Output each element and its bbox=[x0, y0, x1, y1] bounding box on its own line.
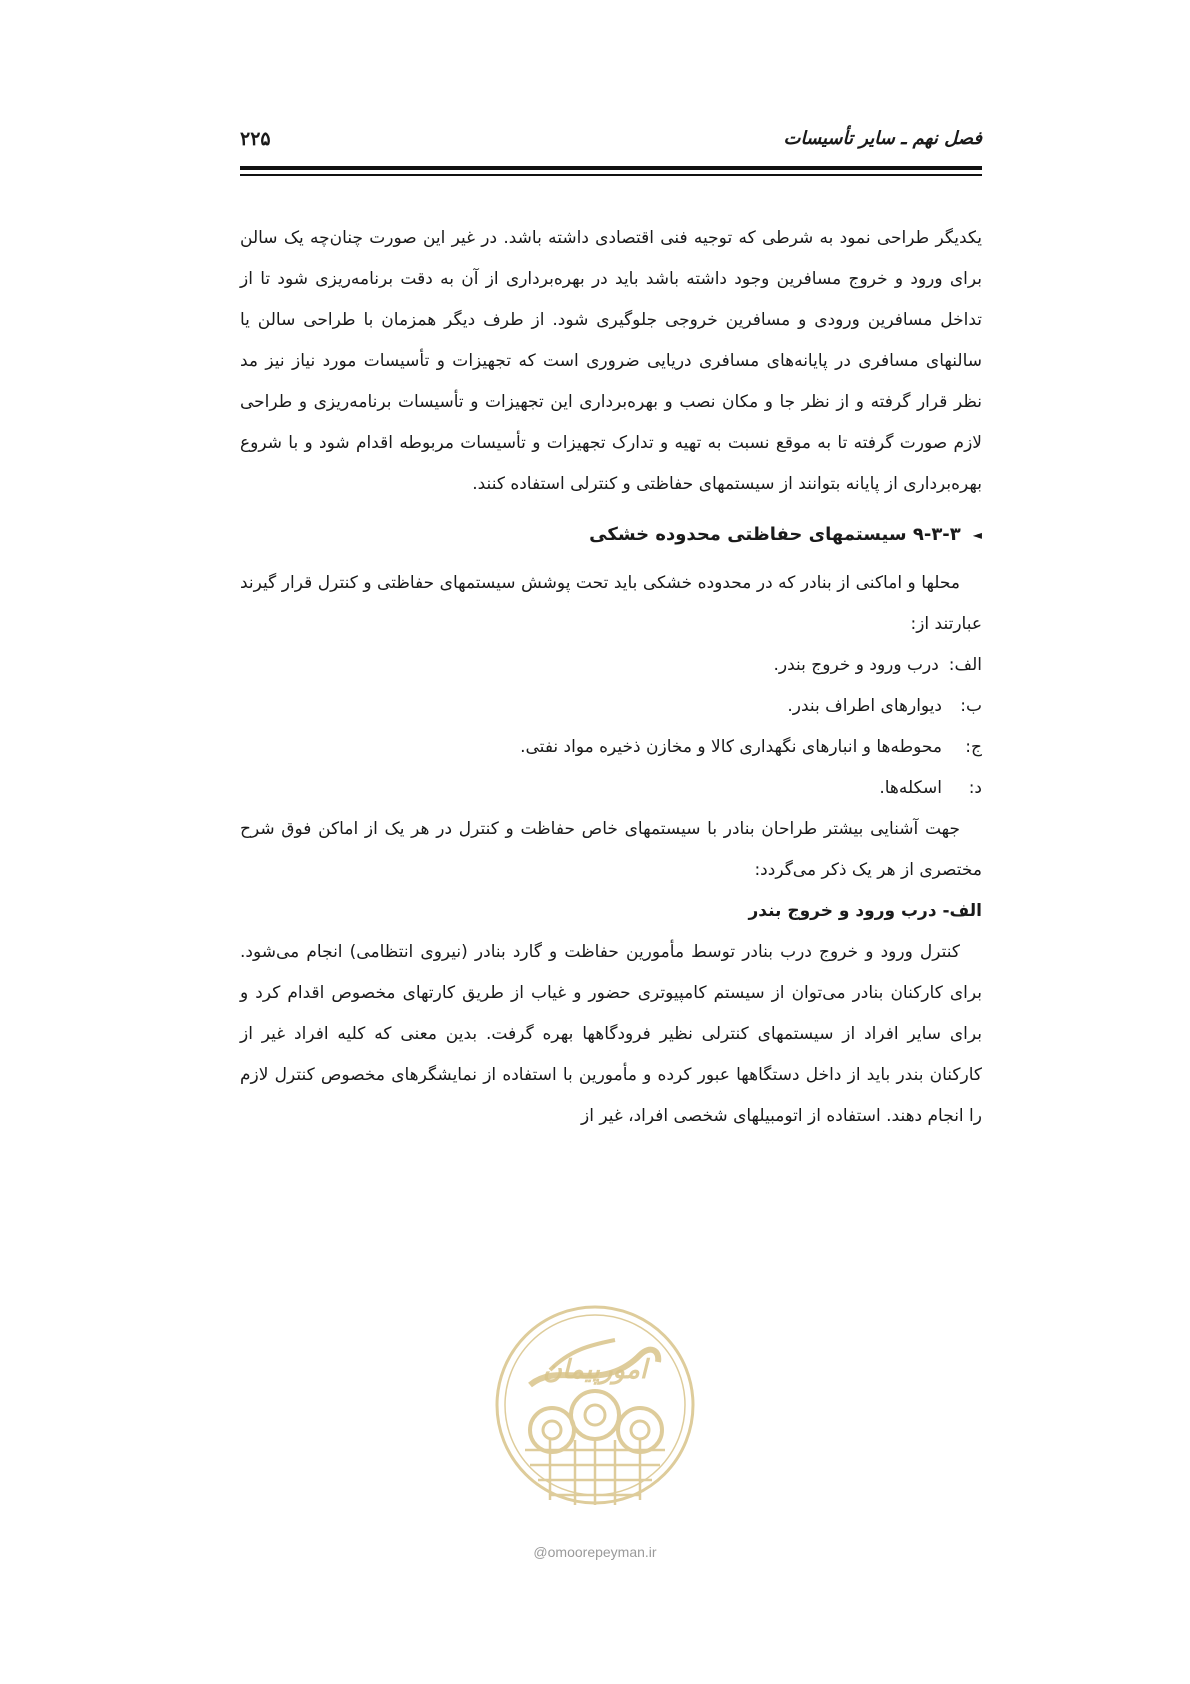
list-item bbox=[240, 727, 982, 768]
subsection-text: کنترل ورود و خروج درب بنادر توسط مأمورین حفاظت و گارد بنادر (نیروی انتظامی) انجام می‌شود. برای کارکنان بنادر می‌توان از سیستم کامپیوتری حضور و غیاب از طریق کارتهای مخصوص اقدام کرد و برای سایر افراد از سیستمهای کنترلی نظیر فرودگاهها بهره گرفت. بدین معنی که کلیه افراد غیر از کارکنان بندر باید از داخل دستگاهها عبور کرده و مأمورین با استفاده از نمایشگرهای مخصوص کنترل لازم را انجام دهند. استفاده از اتومبیلهای شخصی افراد، غیر از bbox=[240, 942, 982, 1126]
location-list bbox=[240, 645, 982, 809]
list-item-key: ب: bbox=[960, 696, 982, 716]
header-rule-thin bbox=[240, 174, 982, 176]
list-item-key: د: bbox=[968, 778, 982, 798]
list-item-key: الف: bbox=[948, 655, 982, 675]
watermark-url: @omoorepeyman.ir bbox=[533, 1544, 657, 1560]
paragraph: یکدیگر طراحی نمود به شرطی که توجیه فنی اقتصادی داشته باشد. در غیر این صورت چنان‌چه یک سالن برای ورود و خروج مسافرین وجود داشته باشد باید در بهره‌برداری از آن به دقت برنامه‌ریزی شود تا از تداخل مسافرین ورودی و مسافرین خروجی جلوگیری شود. از طرف دیگر همزمان با طراحی سالن یا سالنهای مسافری در پایانه‌های مسافری دریایی ضروری است که تجهیزات و تأسیسات مورد نیاز نیز مد نظر قرار گرفته و از نظر جا و مکان نصب و بهره‌برداری این تجهیزات و تأسیسات برنامه‌ریزی و طراحی لازم صورت گرفته تا به موقع نسبت به تهیه و تدارک تجهیزات و تأسیسات مربوطه اقدام شود و با شروع بهره‌برداری از پایانه بتوانند از سیستمهای حفاظتی و کنترلی استفاده کنند. bbox=[240, 228, 982, 494]
list-item bbox=[240, 686, 982, 727]
section-intro: محلها و اماکنی از بنادر که در محدوده خشکی باید تحت پوشش سیستمهای حفاظتی و کنترل قرار گیرند عبارتند از: bbox=[240, 573, 982, 634]
triangle-marker-icon: ◄ bbox=[972, 528, 982, 542]
header-rule-thick bbox=[240, 166, 982, 170]
page-number: ۲۲۵ bbox=[240, 128, 271, 150]
subsection-key: الف- bbox=[942, 901, 982, 921]
list-item-text: اسکله‌ها. bbox=[879, 778, 942, 798]
section-heading bbox=[240, 513, 982, 557]
list-item-text: محوطه‌ها و انبارهای نگهداری کالا و مخازن ذخیره مواد نفتی. bbox=[520, 737, 942, 757]
list-item bbox=[240, 768, 982, 809]
watermark-logo bbox=[490, 1300, 700, 1560]
chapter-title: فصل نهم ـ سایر تأسیسات bbox=[783, 128, 982, 149]
body-text bbox=[240, 218, 982, 1137]
list-item-key: ج: bbox=[965, 737, 982, 757]
section-title: ۹-۳-۳ سیستمهای حفاظتی محدوده خشکی bbox=[589, 524, 961, 545]
subsection-title: درب ورود و خروج بندر bbox=[748, 901, 937, 921]
watermark-logo-text: امورپیمان bbox=[542, 1355, 648, 1385]
list-item-text: دیوارهای اطراف بندر. bbox=[787, 696, 942, 716]
list-item bbox=[240, 645, 982, 686]
subsection-heading bbox=[240, 891, 982, 932]
running-header bbox=[240, 128, 982, 162]
watermark-seal-icon bbox=[490, 1300, 700, 1540]
list-item-text: درب ورود و خروج بندر. bbox=[773, 655, 939, 675]
section-outro: جهت آشنایی بیشتر طراحان بنادر با سیستمهای خاص حفاظت و کنترل در هر یک از اماکن فوق شرح مختصری از هر یک ذکر می‌گردد: bbox=[240, 819, 982, 880]
